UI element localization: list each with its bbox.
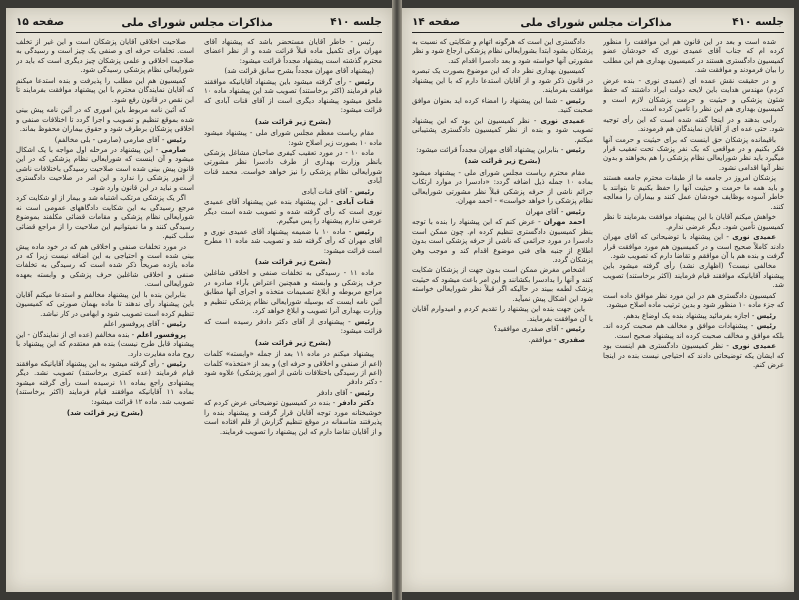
paragraph-text: این پیشنهاد در مرحله اول مواجه با یک اشکال میشود و آن اینست که شورایعالی نظام پزشکی که در این قانون پیش بینی شده است صلاحیت رسیدگی باختلافات ناشی از امور پزشکی را ندارد و این امر در صلاحیت دادگستری است و نباید در این قانون وارد شود. — [16, 145, 194, 192]
transcript-paragraph — [603, 292, 784, 311]
reading-note: (بشرح زیر قرائت شد) — [254, 257, 332, 266]
paragraph-text: نظر کمیسیون این بود که این پیشنهاد تصویب شود و بنده از نظر کمیسیون دادگستری پشتیبانی میکنم. — [412, 116, 593, 144]
paragraph-text: آقای دادفر — [317, 388, 348, 397]
speaker-name: رئیس — [565, 207, 585, 216]
speaker-name: رئیس — [565, 325, 585, 334]
paragraph-text: پیشنهاد میکنم در ماده ۱۱ بعد از جمله «وابسته» کلمات (اعم از صنفی و اخلاقی و حرفه ای) و بعد از «متخذه» کلمات (اعم از رسیدگی باختلافات ناشی از امور پزشکی) علاوه شود - دکتر دادفر — [204, 350, 382, 387]
paragraph-text: اگر یک پزشکی مرتکب اشتباه شد و بیمار از او شکایت کرد مرجع رسیدگی به این شکایت دادگاههای عمومی است نه شورایعالی نظام پزشکی و مقامات قضائی مکلفند بموضوع رسیدگی کنند و ما نمیتوانیم این صلاحیت را از مراجع قضائی سلب کنیم. — [16, 194, 194, 241]
paragraph-text: بنده مخالفم (عده ای از نمایندگان - این پیشنهاد قابل طرح نیست) بنده هم معتقدم که این پیشنهاد با روح ماده مغایرت دارد. — [16, 330, 194, 358]
speaker-dash: - — [129, 330, 137, 339]
transcript-paragraph — [603, 213, 784, 232]
paragraph-text: کمیسیون بهداری نظر داد که این موضوع بصورت یک تبصره در قانون ذکر شود و از آقایان استدعا دارم که با این پیشنهاد موافقت بفرمایند. — [412, 67, 593, 95]
transcript-paragraph — [412, 208, 593, 217]
transcript-paragraph — [16, 194, 194, 241]
transcript-paragraph — [204, 399, 382, 437]
transcript-paragraph — [204, 389, 382, 398]
paragraph-text: آقای مهران — [525, 207, 559, 216]
transcript-paragraph — [412, 97, 593, 116]
right-page-header — [412, 14, 784, 30]
transcript-paragraph — [412, 305, 593, 324]
transcript-paragraph — [204, 188, 382, 197]
transcript-paragraph — [603, 262, 784, 290]
paragraph-text: مقام محترم ریاست مجلس شورای ملی - پیشنهاد میشود بماده ۱۰ جمله ذیل اضافه گردد: «دادسرا در موارد ارتکاب جرائم ناشی از حرفه پزشکی قبلاً نظر مشورتی شورایعالی نظام پزشکی را خواهد خواست» - احمد مهران. — [412, 168, 593, 206]
left-page-col-left — [16, 38, 194, 586]
reading-note: (بشرح زیر قرائت شد) — [464, 157, 541, 166]
paragraph-text: کمیسیون دادگستری هم در این مورد نظر موافق داده است که جزء ماده ۱۰ منظور شود و بدین ترتیب ماده اصلاح میشود. — [603, 291, 784, 310]
speaker-dash: - — [747, 322, 757, 331]
speaker-dash: - — [347, 187, 355, 196]
paragraph-text: ماده ۱۰ با ضمیمه پیشنهاد آقای عمیدی نوری و آقای مهران که رأی گرفته شد و تصویب شد ماده ۱۱ مطرح است قرائت میشود: — [204, 227, 382, 255]
right-page-running-title: مذاکرات مجلس شورای ملی — [520, 15, 672, 29]
speaker-name: دکتر دادفر — [337, 399, 374, 408]
transcript-paragraph — [16, 291, 194, 319]
speaker-name: رئیس — [354, 388, 374, 397]
speaker-dash: - — [159, 135, 167, 144]
transcript-paragraph — [16, 136, 194, 145]
speaker-dash: - — [558, 325, 566, 334]
paragraph-text: صلاحیت اخلاقی آقایان پزشکان است و این غیر از تخلف است. تخلفات حرفه ای و صنفی یک چیز است و رسیدگی به صلاحیت اخلاقی و علمی پزشکان چیز دیگری است که باید در شورایعالی نظام پزشکی رسیدگی شود. — [16, 38, 194, 75]
speaker-dash: - — [345, 227, 355, 236]
paragraph-text: کمیسیون هم این مطلب را پذیرفت و بنده استدعا میکنم که آقایان نمایندگان محترم با این پیشنهاد موافقت بفرمایند تا این نقص در قانون رفع شود. — [16, 76, 194, 104]
paragraph-text: اجازه بفرمائید پیشنهاد بنده یک اوضاع بدهم. — [623, 311, 750, 320]
transcript-paragraph — [412, 169, 593, 207]
book-gutter — [392, 0, 402, 600]
speaker-dash: - — [345, 77, 355, 86]
transcript-paragraph — [603, 77, 784, 115]
paragraph-text: مقام ریاست معظم مجلس شورای ملی - پیشنهاد میشود ماده ۱۰ بصورت زیر اصلاح شود: — [204, 129, 382, 147]
paragraph-text: آقای قنات آبادی — [301, 187, 348, 196]
left-page-number: صفحه ۱۵ — [16, 16, 65, 28]
reading-note: (بشرح زیر قرائت شد) — [254, 338, 332, 347]
speaker-dash: - — [551, 335, 559, 344]
speaker-dash: - — [330, 399, 338, 408]
paragraph-text: پزشکان امروز در جامعه ما از طبقات محترم جامعه هستند و باید همه ما حرمت و حیثیت آنها را حفظ بکنیم تا بتوانند با خاطر آسوده بوظایف خودشان عمل کنند و بیماران را معالجه کنند. — [603, 174, 784, 211]
transcript-paragraph — [603, 174, 784, 212]
transcript-paragraph — [204, 198, 382, 226]
paragraph-text: باین جهت بنده این پیشنهاد را تقدیم کردم و امیدوارم آقایان با آن موافقت بفرمایند. — [412, 305, 593, 323]
paragraph-text: که آئین نامه مربوط باین اموری که در آئین نامه پیش بینی شده بموقع تنظیم و تصویب و اجرا گردد تا اختلافات صنفی و اخلاقی پزشکان برطرف شود و حقوق بیماران محفوظ بماند. — [16, 106, 194, 134]
transcript-paragraph — [16, 106, 194, 134]
speaker-name: قنات آبادی — [336, 198, 374, 207]
speaker-name: رئیس — [565, 145, 585, 154]
reading-note: (بشرح زیر قرائت شد) — [254, 117, 332, 126]
right-page-columns — [412, 38, 784, 586]
transcript-paragraph — [603, 233, 784, 261]
transcript-paragraph — [412, 38, 593, 66]
speaker-name: رئیس — [354, 317, 374, 326]
paragraph-text: بنابراین بنده با این پیشنهاد مخالفم و استدعا میکنم آقایان باین پیشنهاد رأی ندهند تا ماده بهمان صورتی که کمیسیون تنظیم کرده است تصویب شود و ابهامی در کار نباشد. — [16, 290, 194, 318]
left-page-col-right — [204, 38, 382, 586]
speaker-dash: - — [535, 218, 544, 227]
paragraph-text: مخالفی نیست؟ (اظهاری نشد) رأی گرفته میشود باین پیشنهاد آقایانیکه موافقند قیام فرمایند (اکثر برخاستند) تصویب شد. — [603, 262, 784, 290]
right-page-col-right — [603, 38, 784, 586]
paragraph-text: آقای صارمی (صارمی - بلی مخالفم) — [54, 135, 160, 144]
speaker-dash: - — [344, 317, 355, 326]
transcript-paragraph — [603, 322, 784, 341]
paragraph-text: موافقم. — [528, 335, 552, 344]
paragraph-text: باقیمانده پزشکان حق اینست که برای حیثیت و حرمت آنها فکر بکنیم و در مواقعی که یک نفر پزشک تحت تعقیب قرار میگیرد باید نظر شورایعالی نظام پزشکی را هم بخواهند و بدون نظر آنها اقدامی نشود. — [603, 135, 784, 172]
transcript-paragraph — [16, 360, 194, 407]
speaker-name: رئیس — [756, 311, 776, 320]
transcript-paragraph — [412, 146, 593, 155]
left-page-columns — [16, 38, 382, 586]
paragraph-text: پیشنهادی از آقای دکتر دادفر رسیده است که قرائت میشود: — [204, 317, 382, 336]
paragraph-text: رأی گرفته میشود باین پیشنهاد آقایانیکه موافقند قیام فرمایند (اکثر برخاستند) تصویب شد این پیشنهاد ماده ۱۰ ملحق میشود پیشنهاد دیگری است از آقای قنات آبادی که قرائت میشود: — [204, 77, 382, 115]
transcript-paragraph — [204, 149, 382, 187]
transcript-paragraph — [16, 331, 194, 359]
speaker-dash: - — [557, 96, 566, 105]
speaker-dash: - — [347, 388, 355, 397]
transcript-paragraph — [603, 38, 784, 76]
paragraph-text: ماده ۱۱ - رسیدگی به تخلفات صنفی و اخلاقی شاغلین حرف پزشکی و وابسته و همچنین اعتراض بآراء صادره در مراجع مربوطه و ابلاغ تصمیمات متخذه و اجرای آنها مطابق آئین نامه ایست که بوسیله شورایعالی نظام پزشکی تنظیم و وزارت بهداری آنرا تصویب و ابلاغ خواهد کرد. — [204, 269, 382, 316]
paragraph-text: اشخاص مغرض ممکن است بدون جهت از پزشکان شکایت کنند و آنها را بدادسرا بکشانند و این امر باعث میشود که حیثیت پزشک لطمه ببیند در حالیکه اگر قبلاً نظر شورایعالی خواسته شود این اشکال پیش نمیآید. — [412, 266, 593, 303]
right-page — [402, 8, 794, 592]
transcript-paragraph — [412, 325, 593, 334]
transcript-paragraph — [204, 67, 382, 76]
left-page-session: جلسه ۴۱۰ — [330, 16, 382, 28]
paragraph-text: آقای پروفسور اعلم — [103, 320, 160, 329]
reading-note: (بشرح زیر قرائت شد) — [66, 409, 144, 418]
speaker-name: رئیس — [166, 359, 186, 368]
speaker-name: رئیس — [354, 227, 374, 236]
paragraph-text: بنابراین پیشنهاد آقای مهران مجدداً قرائت میشود: — [416, 145, 559, 154]
speaker-dash: - — [327, 198, 337, 207]
transcript-paragraph — [204, 38, 382, 66]
speaker-dash: - — [558, 207, 566, 216]
transcript-paragraph — [412, 266, 593, 304]
speaker-dash: - — [152, 145, 162, 154]
speaker-name: عمیدی نوری — [540, 116, 585, 125]
paragraph-text: و در حقیقت نقش عمده ای (عمیدی نوری - بنده عرض کردم) مهندس هدایت باین لایحه دولت ایراد داشتند که حفظ شئون پزشکی و حیثیت و حرمت پزشکان لازم است و کمیسیون بهداری هم این نظر را تأمین کرده است. — [603, 76, 784, 114]
transcript-paragraph — [412, 67, 593, 95]
speaker-dash: - — [723, 342, 733, 351]
transcript-paragraph — [16, 77, 194, 105]
paragraph-text: رأی گرفته میشود به این پیشنهاد آقایانیکه موافقند قیام فرمایند (عده کمتری برخاستند) تصویب نشد. دیگر پیشنهادی راجع بماده ۱۱ نرسیده است رأی گرفته میشود بماده ۱۱ آقایانیکه موافقند قیام فرمایند (اکثر برخاستند) تصویب شد. ماده ۱۲ قرائت میشود: — [16, 359, 194, 406]
paragraph-text: شده است و بعد در این قانون هم این موافقت را منظور کرده ام که جناب آقای عمیدی نوری که خودشان عضو کمیسیون دادگستری هستند در کمیسیون بهداری هم این مطلب را بیان فرمودند و موافقت شد. — [603, 38, 784, 75]
speaker-name: عمیدی نوری — [732, 342, 776, 351]
right-header-rule — [412, 32, 784, 33]
paragraph-text: پیشنهادات موافق و مخالف هم صحبت کرده اند. بلکه موافق و مخالف صحبت کرده اند پیشنهاد صحیح است. — [603, 322, 784, 340]
transcript-paragraph — [204, 269, 382, 316]
speaker-name: صفدری — [558, 335, 585, 344]
transcript-paragraph — [16, 146, 194, 193]
paragraph-text: این پیشنهاد با توضیحاتی که آقای مهران دادند کاملاً صحیح است و در کمیسیون هم مورد موافقت قرار گرفت و بنده هم با آن موافقم و تقاضا دارم که تصویب شود. — [603, 233, 784, 260]
speaker-name: احمد مهران — [543, 218, 585, 227]
transcript-paragraph — [204, 78, 382, 116]
transcript-paragraph — [204, 228, 382, 256]
paragraph-text: عرض کنم که این پیشنهاد را بنده با توجه بنظر کمیسیون دادگستری تنظیم کرده ام. چون ممکن است دادسرا در مورد جرائمی که ناشی از حرفه پزشکی است بدون اطلاع از جنبه های فنی موضوع اقدام کند و موجب وهن پزشکان گردد. — [412, 218, 593, 264]
transcript-paragraph — [412, 336, 593, 345]
speaker-dash: - — [529, 116, 541, 125]
transcript-paragraph — [412, 117, 593, 145]
left-page-header — [16, 14, 382, 30]
speaker-name: رئیس — [756, 322, 776, 331]
transcript-paragraph — [603, 312, 784, 321]
paragraph-text: خواهش میکنم آقایان با این پیشنهاد موافقت بفرمایند تا نظر کمیسیون تأمین شود. دیگر عرضی ندارم. — [603, 213, 784, 231]
speaker-name: عمیدی نوری — [732, 233, 776, 242]
transcript-paragraph — [412, 218, 593, 265]
speaker-dash: - — [749, 311, 757, 320]
left-header-rule — [16, 32, 382, 33]
speaker-name: پروفسور اعلم — [136, 330, 186, 339]
paragraph-text: رأیی بدهند و در اینجا گفته شده است که این رأی توجیه شود. حتی عده ای از آقایان نمایندگان هم فرمودند. — [603, 115, 784, 134]
transcript-paragraph — [603, 342, 784, 370]
speaker-name: رئیس — [354, 187, 374, 196]
right-page-number: صفحه ۱۴ — [412, 16, 461, 28]
transcript-paragraph — [204, 318, 382, 337]
paragraph-text: شما این پیشنهاد را امضاء کرده اید بعنوان موافق صحبت کنید. — [412, 96, 593, 115]
transcript-paragraph — [16, 38, 194, 76]
paragraph-text: رئیس - خاطر آقایان مستحضر باشد که پیشنهاد آقای مهران برای تکمیل ماده قبلاً قرائت شده و از نظر اعضای محترم گذشته است پیشنهاد مجدداً قرائت میشود: — [204, 38, 382, 65]
transcript-paragraph — [603, 136, 784, 174]
transcript-paragraph — [603, 116, 784, 135]
paragraph-text: ماده ۱۰ - در مورد تعقیب کیفری صاحبان مشاغل پزشکی بانظر وزارت بهداری از طرف دادسرا نظر مشورتی شورایعالی نظام پزشکی را نیز خواهد خواست. محمد قنات آبادی — [204, 148, 382, 186]
paragraph-text: (پیشنهاد آقای مهران مجدداً بشرح سابق قرائت شد) — [224, 67, 374, 76]
right-page-col-left — [412, 38, 593, 586]
paragraph-text: دادگستری این است که هرگونه اتهام و شکایتی که نسبت به پزشکان بشود ابتدا بشورایعالی نظام پزشکی ارجاع شود و نظر مشورتی آنها خواسته شود و بعد دادسرا اقدام کند. — [412, 38, 593, 65]
paragraph-text: بنده در کمیسیون توضیحاتی عرض کردم که خوشبختانه مورد توجه آقایان قرار گرفت و پیشنهاد بنده را پذیرفتند متاسفانه در موقع تنظیم گزارش از قلم افتاده است و از آقایان تقاضا دارم که این پیشنهاد را تصویب فرمایند. — [204, 399, 382, 436]
speaker-dash: - — [159, 320, 167, 329]
paragraph-text: نظر کمیسیون دادگستری هم اینست بود که ایشان یکه توضیحاتی دادند که احتیاجی نیست بنده در اینجا عرض کنم. — [603, 342, 784, 369]
transcript-paragraph — [204, 350, 382, 388]
left-page — [6, 8, 392, 592]
paragraph-text: آقای صفدری موافقید؟ — [493, 325, 559, 334]
speaker-name: رئیس — [166, 135, 186, 144]
speaker-dash: - — [558, 145, 566, 154]
paragraph-text: در مورد تخلفات صنفی و اخلاقی هم که در خود ماده پیش بینی شده است و احتیاجی به این اضافه نیست زیرا که در ماده یازده صریحاً ذکر شده است که رسیدگی به تخلفات صنفی و اخلاقی شاغلین حرف پزشکی و وابسته بعهده شورایعالی است. — [16, 242, 194, 289]
left-page-running-title: مذاکرات مجلس شورای ملی — [121, 15, 273, 29]
right-page-session: جلسه ۴۱۰ — [732, 16, 784, 28]
transcript-paragraph — [204, 129, 382, 148]
speaker-name: رئیس — [354, 77, 374, 86]
speaker-name: رئیس — [166, 320, 186, 329]
speaker-name: رئیس — [565, 96, 585, 105]
speaker-dash: - — [723, 233, 733, 242]
transcript-paragraph — [16, 243, 194, 290]
transcript-paragraph — [16, 320, 194, 329]
speaker-name: صارمی — [161, 145, 186, 154]
paragraph-text: این پیشنهاد بنده عین پیشنهاد آقای عمیدی نوری است که رأی گرفته شده و تصویب شده است دیگر عرضی ندارم پیشنهاد را پس میگیرم. — [204, 198, 382, 226]
speaker-dash: - — [159, 359, 167, 368]
